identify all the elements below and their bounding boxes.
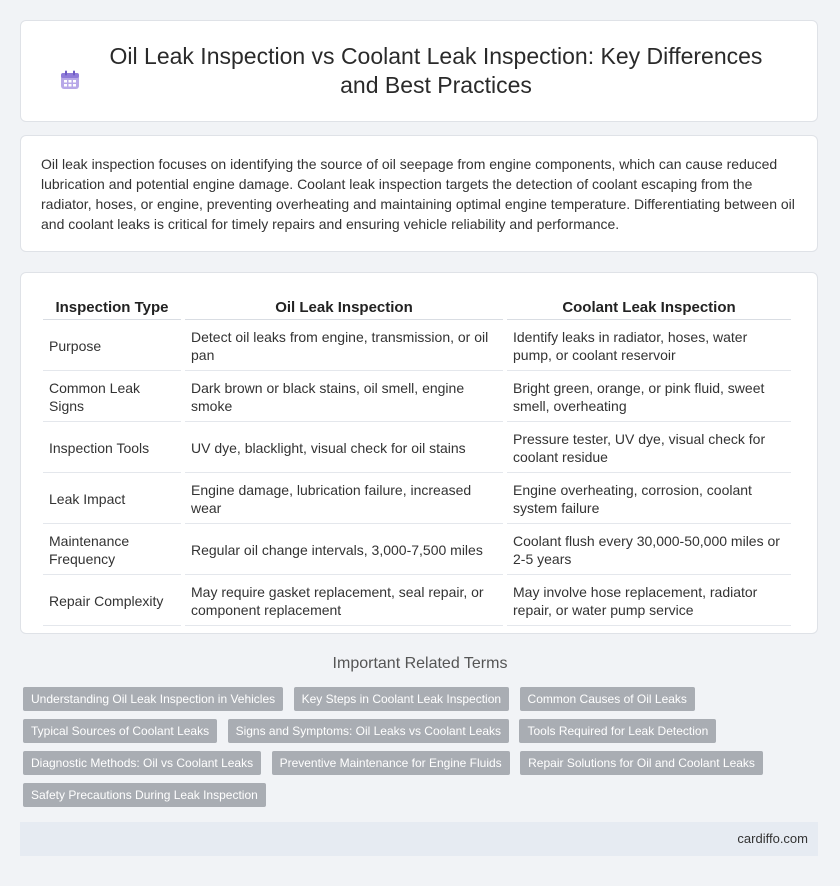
table-row — [43, 577, 791, 626]
table-cell: UV dye, blacklight, visual check for oil stains — [185, 424, 503, 473]
related-term-tag[interactable]: Understanding Oil Leak Inspection in Vehicles — [23, 687, 283, 711]
comparison-table-card — [20, 272, 818, 634]
table-cell: Leak Impact — [43, 475, 181, 524]
table-cell: Pressure tester, UV dye, visual check for coolant residue — [507, 424, 791, 473]
table-cell: Common Leak Signs — [43, 373, 181, 422]
related-terms-list — [23, 687, 783, 815]
table-row — [43, 424, 791, 473]
table-cell: Purpose — [43, 322, 181, 371]
comparison-table — [39, 293, 795, 628]
table-row — [43, 322, 791, 371]
related-term-tag[interactable]: Safety Precautions During Leak Inspection — [23, 783, 266, 807]
table-cell: Dark brown or black stains, oil smell, engine smoke — [185, 373, 503, 422]
related-term-tag[interactable]: Signs and Symptoms: Oil Leaks vs Coolant Leaks — [228, 719, 509, 743]
table-row — [43, 526, 791, 575]
calendar-icon — [59, 69, 81, 91]
related-term-tag[interactable]: Key Steps in Coolant Leak Inspection — [294, 687, 509, 711]
table-cell: May involve hose replacement, radiator repair, or water pump service — [507, 577, 791, 626]
footer-site-link[interactable]: cardiffo.com — [737, 831, 808, 846]
table-cell: Repair Complexity — [43, 577, 181, 626]
table-row — [43, 373, 791, 422]
table-cell: Coolant flush every 30,000-50,000 miles or 2-5 years — [507, 526, 791, 575]
table-cell: Inspection Tools — [43, 424, 181, 473]
column-header: Coolant Leak Inspection — [507, 295, 791, 320]
intro-card — [20, 135, 818, 252]
table-cell: Engine overheating, corrosion, coolant system failure — [507, 475, 791, 524]
table-row — [43, 475, 791, 524]
table-cell: Regular oil change intervals, 3,000-7,500 miles — [185, 526, 503, 575]
page-title: Oil Leak Inspection vs Coolant Leak Inspection: Key Differences and Best Practices — [109, 43, 763, 98]
footer — [20, 822, 818, 856]
table-cell: Bright green, orange, or pink fluid, sweet smell, overheating — [507, 373, 791, 422]
intro-paragraph: Oil leak inspection focuses on identifying the source of oil seepage from engine components, which can cause reduced lubrication and potential engine damage. Coolant leak inspection targets the detection of coolant escaping from the radiator, hoses, or engine, preventing overheating and maintaining optimal engine temperature. Differentiating between oil and coolant leaks is critical for timely repairs and ensuring vehicle reliability and performance. — [41, 156, 795, 232]
table-cell: Maintenance Frequency — [43, 526, 181, 575]
related-term-tag[interactable]: Tools Required for Leak Detection — [519, 719, 716, 743]
title-card — [20, 20, 818, 122]
related-term-tag[interactable]: Diagnostic Methods: Oil vs Coolant Leaks — [23, 751, 261, 775]
related-term-tag[interactable]: Repair Solutions for Oil and Coolant Leaks — [520, 751, 763, 775]
table-cell: May require gasket replacement, seal repair, or component replacement — [185, 577, 503, 626]
table-cell: Engine damage, lubrication failure, increased wear — [185, 475, 503, 524]
related-term-tag[interactable]: Preventive Maintenance for Engine Fluids — [272, 751, 510, 775]
related-terms-heading: Important Related Terms — [332, 655, 508, 672]
related-term-tag[interactable]: Typical Sources of Coolant Leaks — [23, 719, 217, 743]
table-cell: Identify leaks in radiator, hoses, water pump, or coolant reservoir — [507, 322, 791, 371]
table-cell: Detect oil leaks from engine, transmission, or oil pan — [185, 322, 503, 371]
column-header: Inspection Type — [43, 295, 181, 320]
column-header: Oil Leak Inspection — [185, 295, 503, 320]
table-header-row — [43, 295, 791, 320]
related-term-tag[interactable]: Common Causes of Oil Leaks — [520, 687, 695, 711]
